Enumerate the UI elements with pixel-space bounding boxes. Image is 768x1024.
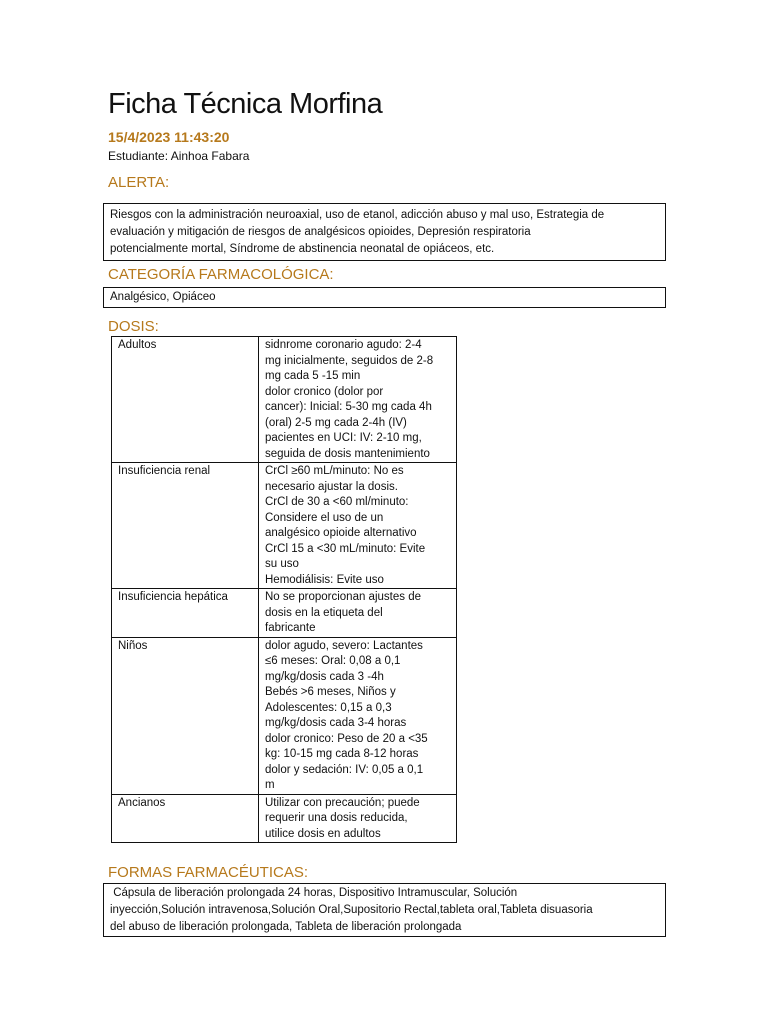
dosis-value-line: necesario ajustar la dosis. [265,480,398,493]
dosis-value-line: No se proporcionan ajustes de [265,591,421,603]
dosis-row-ninos [112,637,457,794]
dosis-value-line: dosis en la etiqueta del [265,606,383,619]
categoria-value: Analgésico, Opiáceo [110,291,216,303]
dosis-row-ancianos [112,794,457,843]
dosis-value-line: cancer): Inicial: 5-30 mg cada 4h [265,401,432,413]
dosis-label: Insuficiencia renal [112,463,259,589]
dosis-value [259,637,457,794]
dosis-value [259,337,457,463]
dosis-value-line: Utilizar con precaución; puede [265,796,420,809]
page-title: Ficha Técnica Morfina [108,88,383,120]
dosis-value-line: CrCl ≥60 mL/minuto: No es [265,465,404,477]
alerta-line: evaluación y mitigación de riesgos de analgésicos opioides, Depresión respiratoria [110,226,531,238]
dosis-value-line: dolor y sedación: IV: 0,05 a 0,1 [265,763,424,776]
dosis-value [259,794,457,843]
dosis-value-line: dolor cronico: Peso de 20 a <35 [265,732,428,745]
dosis-value-line: su uso [265,558,299,570]
dosis-row-adultos [112,337,457,463]
dosis-value-line: kg: 10-15 mg cada 8-12 horas [265,748,419,760]
dosis-value-line: mg/kg/dosis cada 3 -4h [265,670,384,683]
dosis-value-line: Adolescentes: 0,15 a 0,3 [265,701,392,714]
dosis-label: Ancianos [112,794,259,843]
alerta-heading: ALERTA: [108,174,170,191]
formas-heading: FORMAS FARMACÉUTICAS: [108,864,309,881]
alerta-box [103,203,666,261]
dosis-row-insuficiencia-hepatica [112,589,457,638]
dosis-value-line: dolor agudo, severo: Lactantes [265,639,423,652]
dosis-value [259,589,457,638]
formas-box [103,883,666,937]
dosis-value-line: Hemodiálisis: Evite uso [265,573,384,586]
dosis-value-line: m [265,779,275,791]
dosis-value-line: mg/kg/dosis cada 3-4 horas [265,717,407,729]
formas-line: inyección,Solución intravenosa,Solución Oral,Supositorio Rectal,tableta oral,Tableta disuasoria [110,904,593,916]
dosis-value-line: seguida de dosis mantenimiento [265,447,430,460]
formas-line: del abuso de liberación prolongada, Tableta de liberación prolongada [110,921,462,933]
student-name: Estudiante: Ainhoa Fabara [108,149,250,163]
dosis-value-line: CrCl de 30 a <60 ml/minuto: [265,496,409,508]
dosis-value-line: sidnrome coronario agudo: 2-4 [265,339,422,351]
dosis-label: Insuficiencia hepática [112,589,259,638]
dosis-value-line: analgésico opioide alternativo [265,527,417,539]
dosis-table [111,336,457,843]
dosis-value-line: (oral) 2-5 mg cada 2-4h (IV) [265,416,407,429]
dosis-value-line: ≤6 meses: Oral: 0,08 a 0,1 [265,655,401,667]
dosis-value-line: pacientes en UCI: IV: 2-10 mg, [265,432,422,444]
dosis-value-line: utilice dosis en adultos [265,827,381,840]
document-datetime: 15/4/2023 11:43:20 [108,129,230,145]
dosis-value-line: Bebés >6 meses, Niños y [265,686,396,698]
dosis-value-line: fabricante [265,622,316,634]
dosis-label: Niños [112,637,259,794]
categoria-heading: CATEGORÍA FARMACOLÓGICA: [108,266,334,283]
alerta-line: Riesgos con la administración neuroaxial, uso de etanol, adicción abuso y mal uso, Estrategia de [110,209,605,221]
dosis-value-line: Considere el uso de un [265,511,384,524]
dosis-value [259,463,457,589]
alerta-line: potencialmente mortal, Síndrome de abstinencia neonatal de opiáceos, etc. [110,243,495,255]
dosis-value-line: mg cada 5 -15 min [265,370,361,382]
dosis-label: Adultos [112,337,259,463]
dosis-value-line: requerir una dosis reducida, [265,812,408,824]
dosis-value-line: mg inicialmente, seguidos de 2-8 [265,354,434,367]
formas-line: Cápsula de liberación prolongada 24 horas, Dispositivo Intramuscular, Solución [110,887,518,899]
categoria-box [103,287,666,308]
dosis-value-line: dolor cronico (dolor por [265,385,384,398]
dosis-row-insuficiencia-renal [112,463,457,589]
dosis-heading: DOSIS: [108,318,159,335]
dosis-value-line: CrCl 15 a <30 mL/minuto: Evite [265,542,426,555]
